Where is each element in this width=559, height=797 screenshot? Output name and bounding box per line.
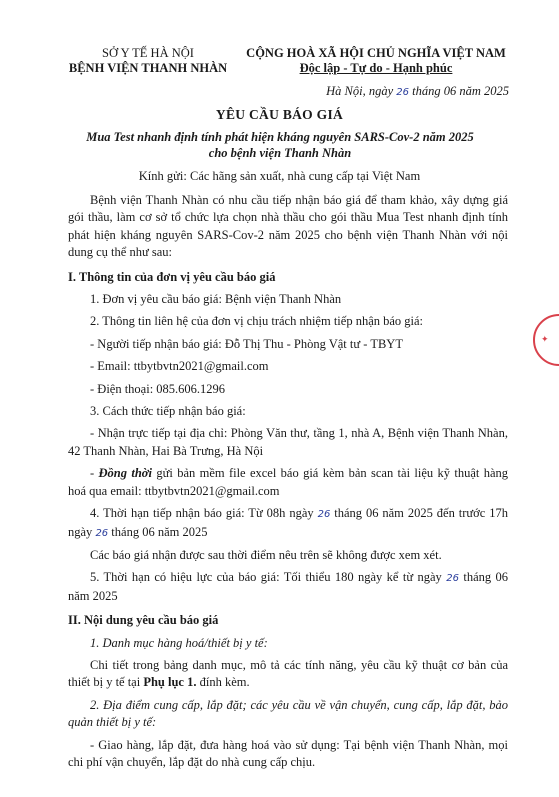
issuer-hospital: BỆNH VIỆN THANH NHÀN bbox=[68, 61, 228, 75]
subject-line-2: cho bệnh viện Thanh Nhàn bbox=[208, 146, 352, 160]
date-suffix: tháng 06 năm 2025 bbox=[412, 84, 509, 98]
document-body bbox=[68, 192, 508, 776]
recipient-line: Kính gửi: Các hãng sản xuất, nhà cung cấp tại Việt Nam bbox=[138, 169, 421, 183]
intro-paragraph: Bệnh viện Thanh Nhàn có nhu cầu tiếp nhận báo giá để tham khảo, xây dựng giá gói thầu, làm cơ sở tổ chức lựa chọn nhà thầu cho gói thầu Mua Test nhanh định tính phát hiện kháng nguyên SARS-Cov-2 năm 2025 cho bệnh viện Thanh Nhàn với nội dung cụ thể như sau: bbox=[68, 193, 508, 260]
date-line bbox=[326, 84, 509, 99]
receive-direct: - Nhận trực tiếp tại địa chỉ: Phòng Văn thư, tầng 1, nhà A, Bệnh viện Thanh Nhàn, 42 Thanh Nhàn, Hai Bà Trưng, Hà Nội bbox=[68, 426, 508, 458]
date-prefix: Hà Nội, ngày bbox=[326, 84, 394, 98]
sub-2-title: 2. Địa điểm cung cấp, lắp đặt; các yêu cầu về vận chuyển, cung cấp, lắp đặt, bảo quản thiết bị y tế: bbox=[68, 697, 508, 730]
sub-1-title: 1. Danh mục hàng hoá/thiết bị y tế: bbox=[90, 635, 268, 650]
item-5: 5. Thời hạn có hiệu lực của báo giá: Tối thiểu 180 ngày kể từ ngày 26 tháng 06 năm 2025 bbox=[68, 570, 509, 603]
document-title: YÊU CẦU BÁO GIÁ bbox=[215, 107, 344, 122]
section-2-heading: II. Nội dung yêu cầu báo giá bbox=[68, 613, 219, 628]
issuer-department: SỞ Y TẾ HÀ NỘI bbox=[102, 46, 194, 60]
red-stamp-seal-icon: ✦ bbox=[533, 314, 559, 366]
national-header bbox=[232, 46, 520, 76]
contact-phone: - Điện thoại: 085.606.1296 bbox=[90, 381, 226, 396]
item-3: 3. Cách thức tiếp nhận báo giá: bbox=[90, 404, 246, 419]
item-2: 2. Thông tin liên hệ của đơn vị chịu trách nhiệm tiếp nhận báo giá: bbox=[90, 314, 424, 329]
document-subject bbox=[60, 129, 500, 161]
contact-person: - Người tiếp nhận báo giá: Đỗ Thị Thu - Phòng Vật tư - TBYT bbox=[90, 336, 403, 351]
national-title: CỘNG HOÀ XÃ HỘI CHỦ NGHĨA VIỆT NAM bbox=[246, 46, 506, 60]
issuer-block bbox=[68, 46, 228, 76]
item-4: 4. Thời hạn tiếp nhận báo giá: Từ 08h ngày 26 tháng 06 năm 2025 đến trước 17h ngày 26 tháng 06 năm 2025 bbox=[68, 506, 509, 539]
item-1: 1. Đơn vị yêu cầu báo giá: Bệnh viện Thanh Nhàn bbox=[90, 292, 342, 307]
date-day-handwritten: 26 bbox=[396, 87, 409, 98]
item-5-day-handwritten: 26 bbox=[446, 573, 459, 585]
simultaneously-label: Đồng thời bbox=[98, 466, 152, 481]
contact-email: - Email: ttbytbvtn2021@gmail.com bbox=[90, 359, 269, 374]
receive-email: - Đồng thời gửi bản mềm file excel báo giá kèm bản scan tài liệu kỹ thuật hàng hoá qua email: ttbytbvtn2021@gmail.com bbox=[68, 466, 508, 498]
national-motto: Độc lập - Tự do - Hạnh phúc bbox=[299, 61, 453, 75]
sub-1-text: Chi tiết trong bảng danh mục, mô tả các tính năng, yêu cầu kỹ thuật cơ bản của thiết bị y tế tại Phụ lục 1. đính kèm. bbox=[68, 657, 508, 690]
item-4-day-1-handwritten: 26 bbox=[317, 509, 331, 521]
subject-line-1: Mua Test nhanh định tính phát hiện kháng nguyên SARS-Cov-2 năm 2025 bbox=[86, 130, 474, 144]
late-quote-note: Các báo giá nhận được sau thời điểm nêu trên sẽ không được xem xét. bbox=[90, 547, 442, 562]
section-1-heading: I. Thông tin của đơn vị yêu cầu báo giá bbox=[68, 269, 276, 284]
item-4-day-2-handwritten: 26 bbox=[95, 527, 109, 539]
appendix-ref: Phụ lục 1. bbox=[143, 675, 197, 690]
sub-2-text: - Giao hàng, lắp đặt, đưa hàng hoá vào sử dụng: Tại bệnh viện Thanh Nhàn, mọi chi phí vận chuyển, lắp đặt do nhà cung cấp chịu. bbox=[68, 737, 508, 769]
